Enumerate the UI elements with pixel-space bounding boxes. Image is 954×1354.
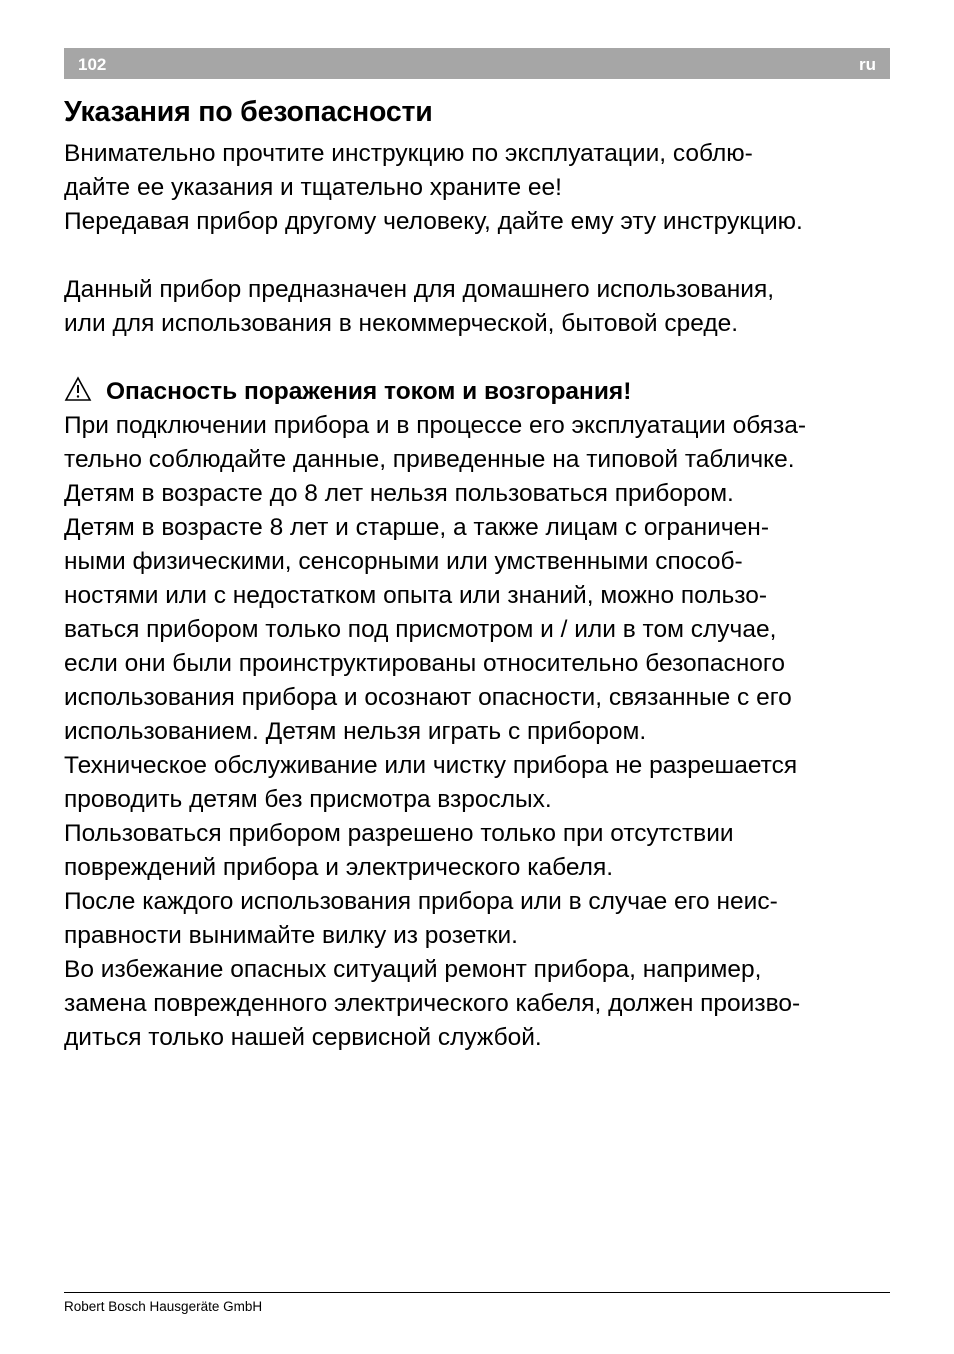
text-line: Передавая прибор другому человеку, дайте ему эту инструкцию. (64, 208, 803, 235)
text-line: использования прибора и осознают опасности, связанные с его (64, 684, 792, 711)
text-line: Во избежание опасных ситуаций ремонт прибора, например, (64, 956, 762, 983)
text-line: проводить детям без присмотра взрослых. (64, 786, 552, 813)
text-line: Техническое обслуживание или чистку прибора не разрешается (64, 752, 798, 779)
text-line: дайте ее указания и тщательно храните ее! (64, 174, 562, 201)
text-line: Детям в возрасте 8 лет и старше, а также лицам с ограничен- (64, 514, 769, 541)
safety-text (64, 137, 904, 1055)
warning-heading-line (64, 375, 904, 409)
text-line: ными физическими, сенсорными или умственными способ- (64, 548, 743, 575)
text-line: если они были проинструктированы относительно безопасного (64, 650, 785, 677)
text-line: правности вынимайте вилку из розетки. (64, 922, 518, 949)
text-line: Данный прибор предназначен для домашнего использования, (64, 276, 775, 303)
text-line: повреждений прибора и электрического кабеля. (64, 854, 614, 881)
page-header-bar (64, 48, 890, 79)
warning-heading: Опасность поражения током и возгорания! (106, 378, 632, 405)
text-line: ваться прибором только под присмотром и / или в том случае, (64, 616, 777, 643)
warning-triangle-icon (64, 376, 92, 402)
text-line: использованием. Детям нельзя играть с прибором. (64, 718, 647, 745)
text-line: тельно соблюдайте данные, приведенные на типовой табличке. (64, 446, 795, 473)
text-line: диться только нашей сервисной службой. (64, 1024, 542, 1051)
text-line: ностями или с недостатком опыта или знаний, можно пользо- (64, 582, 768, 609)
page-title: Указания по безопасности (64, 96, 433, 128)
text-line: Внимательно прочтите инструкцию по эксплуатации, соблю- (64, 140, 753, 167)
text-line: Детям в возрасте до 8 лет нельзя пользоваться прибором. (64, 480, 734, 507)
footer-divider (64, 1292, 890, 1293)
text-line: или для использования в некоммерческой, бытовой среде. (64, 310, 739, 337)
text-line: После каждого использования прибора или в случае его неис- (64, 888, 778, 915)
warning-body (64, 409, 904, 1055)
page-number: 102 (78, 55, 107, 74)
text-line: При подключении прибора и в процессе его эксплуатации обяза- (64, 412, 807, 439)
text-line: Пользоваться прибором разрешено только при отсутствии (64, 820, 734, 847)
language-code: ru (859, 55, 876, 74)
text-line: замена поврежденного электрического кабеля, должен произво- (64, 990, 801, 1017)
footer-company: Robert Bosch Hausgeräte GmbH (64, 1299, 263, 1314)
